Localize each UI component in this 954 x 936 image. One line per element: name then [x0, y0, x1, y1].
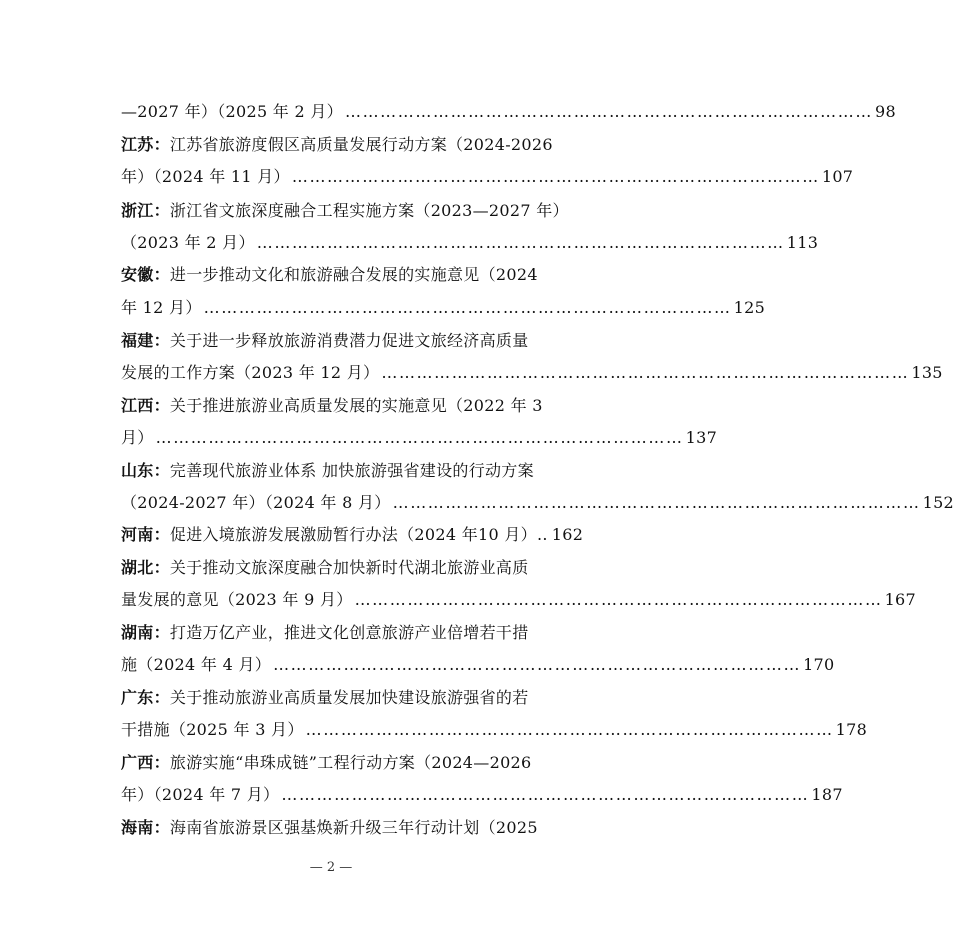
toc-entry-zhejiang-cont: [121, 227, 819, 259]
toc-entry-title: 海南省旅游景区强基焕新升级三年行动计划（2025: [169, 818, 538, 837]
toc-entry-title: 打造万亿产业，推进文化创意旅游产业倍增若干措: [169, 623, 529, 642]
toc-page-number: 152: [922, 493, 954, 512]
toc-province-label: 广西：: [121, 753, 170, 772]
toc-page-number: 113: [786, 233, 819, 252]
page-number-footer: — 2 —: [309, 860, 353, 875]
toc-page-number: 125: [733, 298, 766, 317]
toc-province-label: 浙江：: [121, 201, 170, 220]
toc-page-number: 167: [884, 590, 917, 609]
toc-page-number: 137: [685, 428, 718, 447]
toc-entry-title: 年 12 月）: [121, 298, 202, 317]
toc-entry-title: 量发展的意见（2023 年 9 月）: [121, 590, 353, 609]
toc-page-number: 162: [551, 525, 584, 544]
toc-province-label: 广东：: [121, 688, 170, 707]
toc-entry-title: —2027 年）（2025 年 2 月）: [121, 102, 343, 121]
toc-entry-anhui: [121, 259, 569, 291]
toc-entry-anhui-cont: [121, 292, 766, 324]
toc-entry-fujian: [121, 325, 569, 357]
toc-entry-title: 旅游实施“串珠成链”工程行动方案（2024—2026: [169, 753, 532, 772]
toc-entry-jiangsu-cont: [121, 161, 854, 193]
toc-province-label: 河南：: [121, 525, 170, 544]
toc-province-label: 江西：: [121, 396, 170, 415]
leader-dots: ………………………………………………………………………………: [281, 785, 810, 804]
toc-province-label: 湖北：: [121, 558, 170, 577]
toc-page-number: 170: [803, 655, 835, 674]
toc-province-label: 福建：: [121, 331, 170, 350]
leader-dots: ………………………………………………………………………………: [381, 363, 910, 382]
toc-entry-shandong-cont: [121, 487, 954, 519]
toc-entry-title: （2023 年 2 月）: [121, 233, 255, 252]
toc-entry-hubei-cont: [121, 584, 917, 616]
leader-dots: ………………………………………………………………………………: [155, 428, 684, 447]
toc-entry-title: 完善现代旅游业体系 加快旅游强省建设的行动方案: [169, 461, 534, 480]
leader-dots: ………………………………………………………………………………: [273, 655, 802, 674]
toc-page-number: 98: [874, 102, 896, 121]
toc-entry-title: 浙江省文旅深度融合工程实施方案（2023—2027 年）: [169, 201, 569, 220]
toc-entry-title: （2024-2027 年）（2024 年 8 月）: [121, 493, 391, 512]
toc-page-number: 135: [911, 363, 943, 382]
toc-entry-fujian-cont: [121, 357, 943, 389]
toc-entry-title: 施（2024 年 4 月）: [121, 655, 272, 674]
toc-entry-title: 月）: [121, 428, 154, 447]
toc-province-label: 湖南：: [121, 623, 170, 642]
toc-entry-title: 干措施（2025 年 3 月）: [121, 720, 304, 739]
toc-entry-shandong: [121, 455, 569, 487]
toc-entry-title: 进一步推动文化和旅游融合发展的实施意见（2024: [169, 265, 538, 284]
toc-entry-title: 关于推动文旅深度融合加快新时代湖北旅游业高质: [169, 558, 529, 577]
toc-entry-guangxi: [121, 747, 569, 779]
toc-page-number: 187: [811, 785, 843, 804]
toc-page-number: 107: [821, 167, 854, 186]
toc-page-number: 178: [835, 720, 868, 739]
toc-entry-zhejiang: [121, 195, 569, 227]
toc-entry-jiangsu: [121, 129, 569, 161]
toc-entry-title: 关于推动旅游业高质量发展加快建设旅游强省的若: [169, 688, 529, 707]
toc-province-label: 安徽：: [121, 265, 170, 284]
toc-entry-hubei: [121, 552, 569, 584]
toc-province-label: 海南：: [121, 818, 170, 837]
leader-dots: ………………………………………………………………………………: [305, 720, 834, 739]
toc-province-label: 山东：: [121, 461, 170, 480]
toc-entry-jiangxi-cont: [121, 422, 718, 454]
toc-entry-hainan: [121, 812, 569, 844]
toc-entry-jiangxi: [121, 390, 569, 422]
toc-entry-hunan: [121, 617, 569, 649]
toc-entry-henan: [121, 519, 584, 551]
toc-entry-title: 江苏省旅游度假区高质量发展行动方案（2024-2026: [169, 135, 553, 154]
leader-dots: ………………………………………………………………………………: [354, 590, 883, 609]
toc-entry-hunan-cont: [121, 649, 835, 681]
leader-dots: ………………………………………………………………………………: [392, 493, 921, 512]
toc-entry-continuation: [121, 96, 896, 128]
toc-entry-guangdong-cont: [121, 714, 868, 746]
leader-dots: ………………………………………………………………………………: [203, 298, 732, 317]
toc-entry-title: 关于推进旅游业高质量发展的实施意见（2022 年 3: [169, 396, 543, 415]
toc-entry-title: 关于进一步释放旅游消费潜力促进文旅经济高质量: [169, 331, 529, 350]
toc-entry-title: 年）（2024 年 11 月）: [121, 167, 290, 186]
toc-entry-title: 发展的工作方案（2023 年 12 月）: [121, 363, 380, 382]
leader-dots: ………………………………………………………………………………: [256, 233, 785, 252]
toc-entry-title: 年）（2024 年 7 月）: [121, 785, 280, 804]
toc-province-label: 江苏：: [121, 135, 170, 154]
leader-dots: ………………………………………………………………………………: [344, 102, 873, 121]
leader-dots: ………………………………………………………………………………: [291, 167, 820, 186]
toc-entry-guangdong: [121, 682, 569, 714]
toc-entry-guangxi-cont: [121, 779, 843, 811]
toc-entry-title: 促进入境旅游发展激励暂行办法（2024 年10 月）..: [169, 525, 548, 544]
